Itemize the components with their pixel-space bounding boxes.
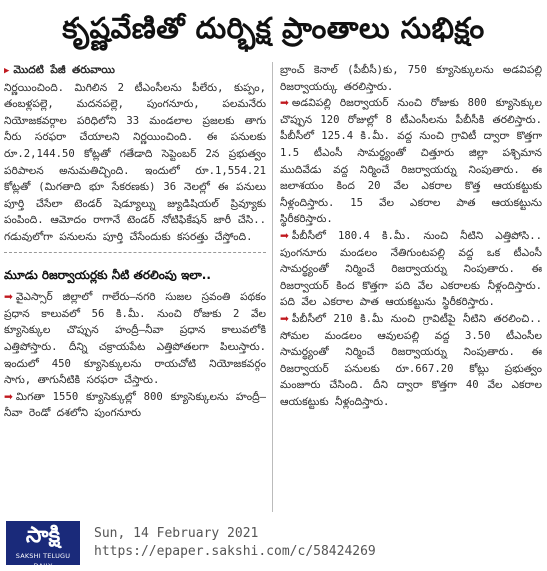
bullet-icon: ➡ (280, 97, 289, 110)
left-column (4, 62, 266, 422)
bullet-item (280, 228, 542, 311)
right-column (280, 62, 542, 410)
logo-mark: సాక్షి (25, 523, 61, 548)
edition-date: Sun, 14 February 2021 (94, 526, 259, 541)
sakshi-logo (6, 521, 80, 570)
bullet-item (4, 389, 266, 422)
kicker (4, 62, 266, 80)
bullet-text: వైఎస్సార్ జిల్లాలో గాలేరు–నగరి సుజల స్రవంతి పథకం ప్రధాన కాలువలో 56 కి.మీ. నుంచి రోజుకు 2 వేల క్యూసెక్కుల చొప్పున హంద్రీ–నీవా ప్రధాన కాలువలోకి ఎత్తిపోస్తారు. దీన్ని చక్రాయపేట ఎత్తిపోతలగా పిలుస్తారు. ఇందులో 450 క్యూసెక్కులను రాయచోటి నియోజకవర్గం సాగు, తాగునీటికి సరఫరా చేస్తారు. (4, 291, 266, 387)
footer (0, 517, 547, 569)
footer-text (94, 525, 376, 561)
right-paragraph: బ్రాంచ్ కెనాల్ (పీబీసీ)కు, 750 క్యూసెక్కులను అడవిపల్లి రిజర్వాయర్కు తరలిస్తారు. (280, 64, 542, 93)
bullet-text: అడవిపల్లి రిజర్వాయర్ నుంచి రోజుకు 800 క్యూసెక్కుల చొప్పున 120 రోజుల్లో 8 టీఎంసీలను పీబీసీకి తరలిస్తారు. పీబీసీలో 125.4 కి.మీ. వద్ద నుంచి గ్రావిటీ ద్వారా కొత్తగా 1.5 టీఎంసీ సామర్థ్యంతో చిత్తూరు జిల్లా పశ్చిమాన ముదివేడు వద్ద నిర్మించే రిజర్వాయర్ను నింపుతారు. ఈ జలాశయం కింద 20 వేల ఎకరాల కొత్త ఆయకట్టుకు నీళ్లందిస్తారు. 15 వేల ఎకరాల పాత ఆయకట్టును స్థిరీకరిస్తారు. (280, 97, 542, 226)
subheading: మూడు రిజర్వాయర్లకు నీటి తరలింపు ఇలా.. (4, 267, 211, 282)
bullet-item (4, 289, 266, 389)
section-divider (4, 252, 266, 253)
left-paragraph: నిర్ణయించింది. మిగిలిన 2 టీఎంసీలను పీలేరు, కుప్పం, తంబళ్లపల్లె, మదనపల్లె, పుంగనూరు, పలమనేరు నియోజకవర్గాల పరిధిలోని 33 మండలాల ప్రజలకు తాగు నీరు సరఫరా చేయాలని నిర్ణయించింది. ఈ పనులకు రూ.2,144.50 కోట్లతో గతేడాది సెప్టెంబర్ 2న ప్రభుత్వం పరిపాలన అనుమతిచ్చింది. ఇందులో రూ.1,554.21 కోట్లతో (మిగతాది భూ సేకరణకు) 36 నెలల్లో ఈ పనులు పూర్తి చేసేలా టెండర్ షెడ్యూల్ను జ్యుడిషియల్ ప్రివ్యూకు పంపింది. ఆమోదం రాగానే టెండర్ నోటిఫికేషన్ జారీ చేసి.. గడువులోగా పనులను పూర్తి చేసేందుకు కసరత్తు చేస్తోంది. (4, 81, 266, 243)
epaper-link[interactable]: https://epaper.sakshi.com/c/58424269 (94, 544, 376, 559)
triangle-icon: ▶ (4, 66, 10, 76)
kicker-text: మొదటి పేజీ తరువాయి (13, 64, 115, 76)
bullet-text: పీబీసీలో 210 కి.మీ నుంచి గ్రావిటీపై నీటిని తరలించి.. సోమల మండలం ఆవులపల్లి వద్ద 3.50 టీఎంసీల సామర్థ్యంతో నిర్మించే రిజర్వాయర్ను నింపుతారు. ఈ రిజర్వాయర్ పనులకు రూ.667.20 కోట్లు ప్రభుత్వం మంజూరు చేసింది. దీని ద్వారా కొత్తగా 40 వేల ఎకరాల ఆయకట్టుకు నీళ్లందిస్తారు. (280, 312, 542, 408)
bullet-text: పీబీసీలో 180.4 కి.మీ. నుంచి నీటిని ఎత్తిపోసి.. పుంగనూరు మండలం నేతిగుంటపల్లి వద్ద ఒక టీఎంసీ సామర్థ్యంతో నిర్మించే రిజర్వాయర్ను నింపుతారు. ఈ రిజర్వాయర్ కింద కొత్తగా పది వేల ఎకరాలకు నీళ్లందిస్తారు. పది వేల ఎకరాల పాత ఆయకట్టును స్థిరీకరిస్తారు. (280, 229, 542, 309)
bullet-icon: ➡ (4, 390, 13, 403)
logo-tagline: SAKSHI TELUGU DAILY (15, 552, 71, 570)
headline: కృష్ణవేణితో దుర్భిక్ష ప్రాంతాలు సుభిక్షం (62, 11, 485, 45)
bullet-item (280, 311, 542, 411)
bullet-icon: ➡ (280, 229, 289, 242)
bullet-item (280, 95, 542, 228)
bullet-text: మిగతా 1550 క్యూసెక్కుల్లో 800 క్యూసెక్కులను హంద్రీ–నీవా రెండో దశలోని పుంగనూరు (4, 390, 266, 420)
bullet-icon: ➡ (280, 312, 289, 325)
bullet-icon: ➡ (4, 291, 13, 304)
column-divider (272, 62, 273, 512)
